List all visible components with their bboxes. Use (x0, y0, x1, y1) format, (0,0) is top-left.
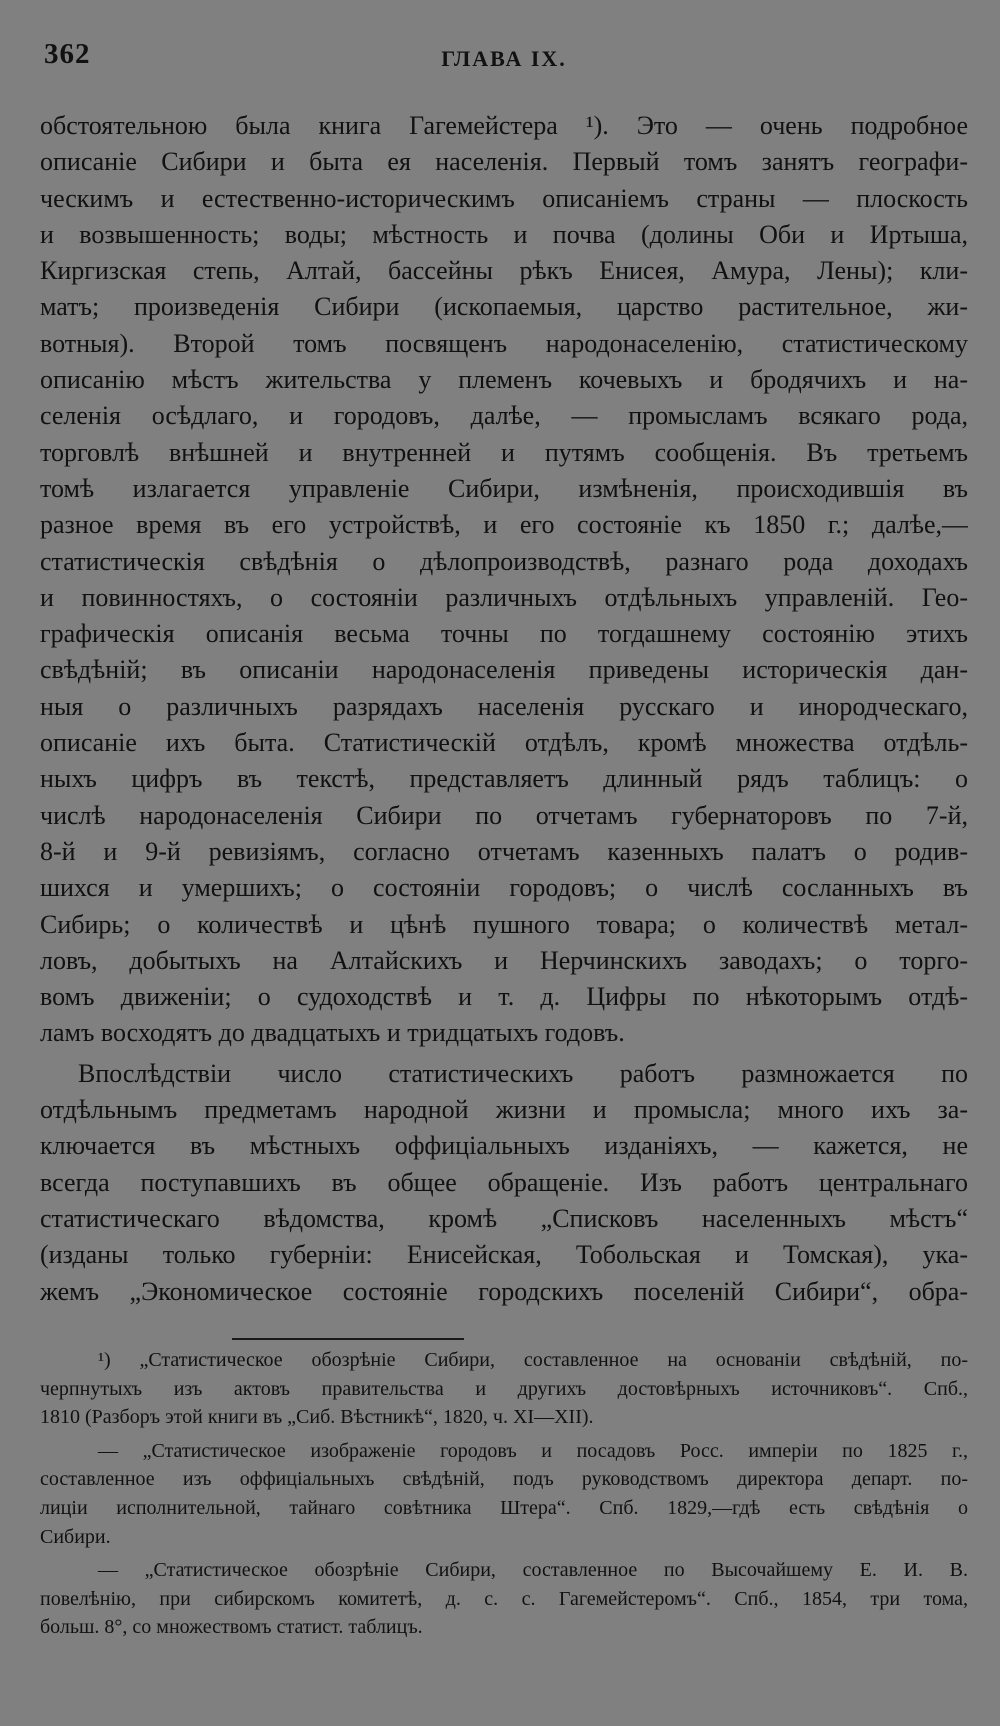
text-line: описаніе ихъ быта. Статистическій отдѣлъ, кромѣ множества отдѣль- (40, 728, 968, 758)
text-line: всегда поступавшихъ въ общее обращеніе. Изъ работъ центральнаго (40, 1167, 968, 1197)
text-line: свѣдѣній; въ описаніи народонаселенія приведены историческія дан- (40, 655, 968, 685)
text-line: отдѣльнымъ предметамъ народной жизни и промысла; много ихъ за- (40, 1095, 968, 1125)
text-line: ныхъ цифръ въ текстѣ, представляетъ длинный рядъ таблицъ: о (40, 764, 968, 794)
chapter-title: ГЛАВА IX. (441, 46, 567, 71)
text-line: описаніе Сибири и быта ея населенія. Первый томъ занятъ географи- (40, 147, 968, 177)
footnote-line: лиціи исполнительной, тайнаго совѣтника Штера“. Спб. 1829,—гдѣ есть свѣдѣнія о (40, 1496, 968, 1519)
text-line: статистическія свѣдѣнія о дѣлопроизводствѣ, разнаго рода доходахъ (40, 546, 968, 576)
page-number: 362 (44, 38, 91, 70)
footnote-line: черпнутыхъ изъ актовъ правительства и другихъ достовѣрныхъ источниковъ“. Спб., (40, 1377, 968, 1400)
text-line: ловъ, добытыхъ на Алтайскихъ и Нерчинскихъ заводахъ; о торго- (40, 945, 968, 975)
text-line: статистическаго вѣдомства, кромѣ „Списковъ населенныхъ мѣстъ“ (40, 1203, 968, 1233)
footnote-line: — „Статистическое обозрѣніе Сибири, составленное по Высочайшему Е. И. В. (98, 1559, 968, 1582)
text-line: обстоятельною была книга Гагемейстера ¹). Это — очень подробное (40, 111, 968, 140)
text-line: 8-й и 9-й ревизіямъ, согласно отчетамъ казенныхъ палатъ о родив- (40, 836, 968, 866)
text-line: графическія описанія весьма точны по тогдашнему состоянію этихъ (40, 619, 968, 649)
text-line: Сибирь; о количествѣ и цѣнѣ пушного товара; о количествѣ метал- (40, 909, 968, 939)
footnote-divider (232, 1338, 464, 1340)
footnote-line: Сибири. (40, 1525, 111, 1548)
text-line: жемъ „Экономическое состояніе городскихъ поселеній Сибири“, обра- (40, 1276, 968, 1306)
main-text (40, 108, 968, 1310)
footnote-line: составленное изъ оффиціальныхъ свѣдѣній, подъ руководствомъ директора департ. по- (40, 1468, 968, 1491)
page-header (40, 38, 968, 78)
footnote-line: — „Статистическое изображеніе городовъ и посадовъ Росс. имперіи по 1825 г., (98, 1439, 968, 1462)
text-line: ныя о различныхъ разрядахъ населенія русскаго и инородческаго, (40, 691, 968, 721)
text-line: и повинностяхъ, о состояніи различныхъ отдѣльныхъ управленій. Гео- (40, 582, 968, 612)
text-line: торговлѣ внѣшней и внутренней и путямъ сообщенія. Въ третьемъ (40, 437, 968, 467)
footnotes (40, 1346, 968, 1642)
text-line: числѣ народонаселенія Сибири по отчетамъ губернаторовъ по 7-й, (40, 800, 968, 830)
text-line: матъ; произведенія Сибири (ископаемыя, царство растительное, жи- (40, 292, 968, 322)
text-line: разное время въ его устройствѣ, и его состояніе къ 1850 г.; далѣе,— (40, 510, 968, 540)
footnote-line: повелѣнію, при сибирскомъ комитетѣ, д. с. с. Гагемейстеромъ“. Спб., 1854, три тома, (40, 1587, 968, 1610)
footnote-line: 1810 (Разборъ этой книги въ „Сиб. Вѣстникѣ“, 1820, ч. XI—XII). (40, 1406, 594, 1429)
book-page (40, 0, 968, 1726)
footnote-line: ¹) „Статистическое обозрѣніе Сибири, составленное на основаніи свѣдѣній, по- (98, 1349, 968, 1371)
text-line: Киргизская степь, Алтай, бассейны рѣкъ Енисея, Амура, Лены); кли- (40, 256, 968, 286)
text-line: ключается въ мѣстныхъ оффиціальныхъ изданіяхъ, — кажется, не (40, 1131, 968, 1161)
text-line: шихся и умершихъ; о состояніи городовъ; о числѣ сосланныхъ въ (40, 873, 968, 903)
text-line: Впослѣдствіи число статистическихъ работъ размножается по (78, 1058, 968, 1088)
text-line: вотныя). Второй томъ посвященъ народонаселенію, статистическому (40, 328, 968, 358)
text-line: вомъ движеніи; о судоходствѣ и т. д. Цифры по нѣкоторымъ отдѣ- (40, 982, 968, 1012)
text-line: селенія осѣдлаго, и городовъ, далѣе, — промысламъ всякаго рода, (40, 401, 968, 431)
text-line: ламъ восходятъ до двадцатыхъ и тридцатыхъ годовъ. (40, 1018, 625, 1048)
footnote-line: больш. 8°, со множествомъ статист. таблицъ. (40, 1616, 423, 1639)
text-line: томѣ излагается управленіе Сибири, измѣненія, происходившія въ (40, 473, 968, 503)
text-line: (изданы только губерніи: Енисейская, Тобольская и Томская), ука- (40, 1240, 968, 1270)
text-line: описанію мѣстъ жительства у племенъ кочевыхъ и бродячихъ и на- (40, 365, 968, 395)
text-line: и возвышенность; воды; мѣстность и почва (долины Оби и Иртыша, (40, 219, 968, 249)
text-line: ческимъ и естественно-историческимъ описаніемъ страны — плоскость (40, 183, 968, 213)
